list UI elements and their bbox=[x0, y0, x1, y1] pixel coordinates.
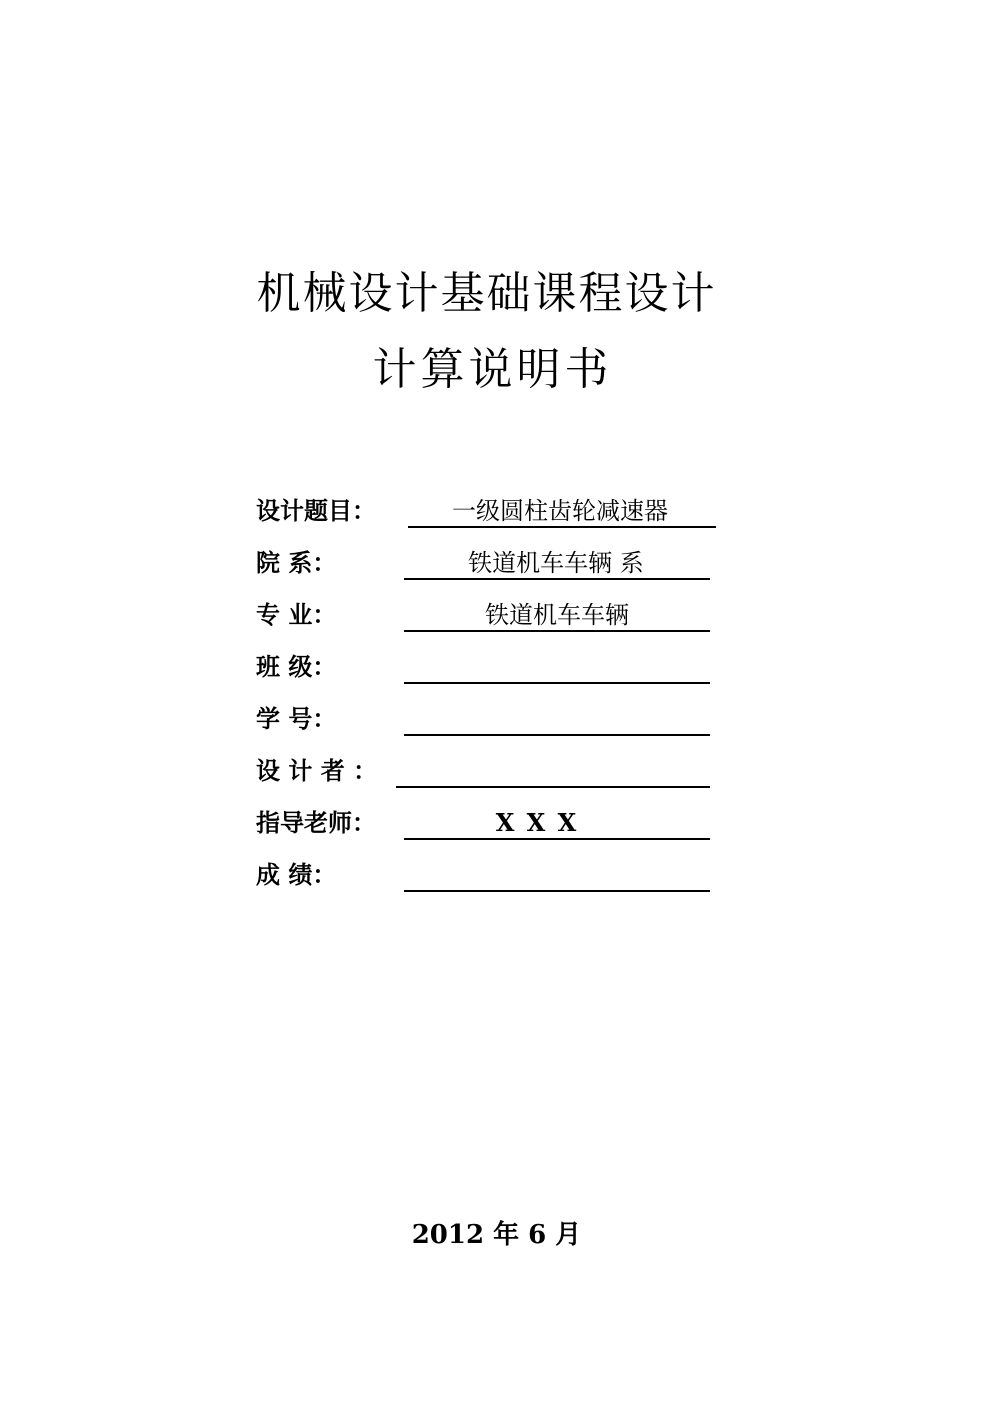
document-title-line-1: 机械设计基础课程设计 bbox=[256, 268, 717, 319]
field-underline-department bbox=[404, 578, 710, 580]
field-design-topic bbox=[256, 494, 726, 528]
field-label-grade: 成 绩： bbox=[256, 860, 337, 889]
field-major bbox=[256, 598, 726, 632]
field-value-design-topic: 一级圆柱齿轮减速器 bbox=[452, 497, 668, 525]
field-value-advisor: X X X bbox=[495, 808, 579, 837]
field-class bbox=[256, 650, 726, 684]
field-underline-advisor bbox=[404, 838, 710, 840]
field-underline-designer bbox=[396, 786, 710, 788]
field-underline-student-id bbox=[404, 734, 710, 736]
field-label-designer: 设 计 者 ： bbox=[256, 756, 378, 785]
field-value-major: 铁道机车车辆 bbox=[485, 601, 629, 629]
field-student-id bbox=[256, 702, 726, 736]
field-label-student-id: 学 号： bbox=[256, 704, 337, 733]
document-date: 2012 年 6 月 bbox=[411, 1220, 582, 1250]
field-underline-design-topic bbox=[408, 526, 716, 528]
field-label-class: 班 级： bbox=[256, 652, 337, 681]
field-department bbox=[256, 546, 726, 580]
field-underline-major bbox=[404, 630, 710, 632]
field-designer bbox=[256, 754, 726, 788]
field-underline-class bbox=[404, 682, 710, 684]
field-advisor bbox=[256, 806, 726, 840]
field-grade bbox=[256, 858, 726, 892]
field-label-advisor: 指导老师： bbox=[256, 808, 376, 837]
field-label-major: 专 业： bbox=[256, 600, 337, 629]
document-title-line-2: 计算说明书 bbox=[372, 344, 613, 395]
field-value-department: 铁道机车车辆 系 bbox=[468, 549, 644, 577]
field-underline-grade bbox=[404, 890, 710, 892]
field-label-department: 院 系： bbox=[256, 548, 337, 577]
field-label-design-topic: 设计题目： bbox=[256, 496, 376, 525]
